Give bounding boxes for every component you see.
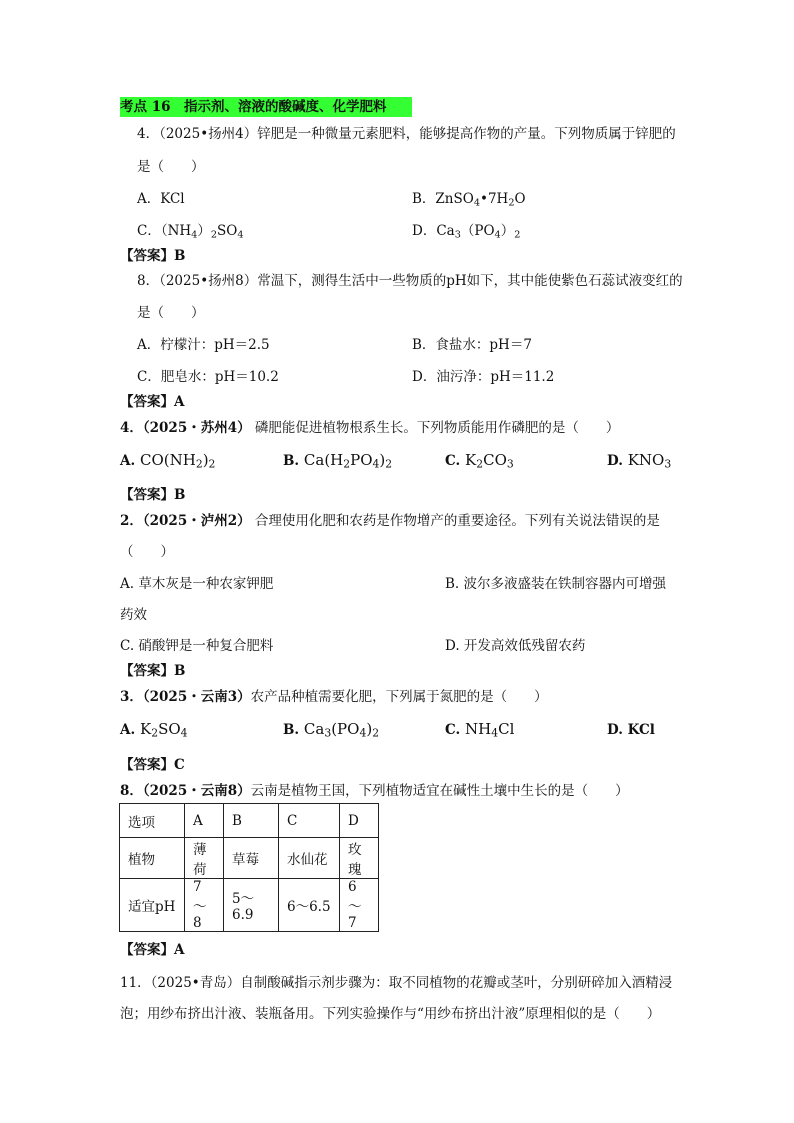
q1-option-d: D．$Ca_3(PO_4)_2$ [412, 223, 521, 241]
q4-option-c: C. 硝酸钾是一种复合肥料 [120, 638, 274, 654]
q6-table [119, 803, 379, 932]
q4-option-d: D. 开发高效低残留农药 [445, 638, 586, 654]
table-cell: 6～7 [340, 879, 379, 932]
table-cell: 选项 [120, 804, 185, 838]
q4-stem: 2．（2025・泸州2） 合理使用化肥和农药是作物增产的重要途径。下列有关说法错误的是 [120, 513, 660, 529]
q4-answer: 【答案】B [120, 663, 186, 679]
q2-option-a: A．柠檬汁：pH＝2.5 [137, 337, 270, 353]
q1-stem-line2: 是（ ） [137, 159, 205, 175]
q4-option-a: A. 草木灰是一种农家钾肥 [120, 576, 274, 592]
table-cell: 植物 [120, 838, 185, 879]
q1-option-a: A．KCl [137, 191, 185, 207]
q5-option-d: D. KCl [607, 722, 655, 738]
table-cell: D [340, 804, 379, 838]
q2-stem-line2: 是（ ） [137, 305, 205, 321]
q7-stem-line1: 11．（2025•青岛）自制酸碱指示剂步骤为：取不同植物的花瓣或茎叶，分别研碎加入酒精浸 [120, 975, 673, 991]
q5-stem: 3．（2025・云南3）农产品种植需要化肥，下列属于氮肥的是（ ） [120, 689, 548, 705]
table-cell: 5～6.9 [224, 879, 279, 932]
q6-stem: 8．（2025・云南8）云南是植物王国，下列植物适宜在碱性土壤中生长的是（ ） [120, 783, 629, 799]
table-cell: 水仙花 [279, 838, 340, 879]
q1-answer: 【答案】B [120, 248, 186, 264]
q6-answer: 【答案】A [120, 942, 185, 958]
table-cell: 薄荷 [185, 838, 224, 879]
section-heading: 考点 16 指示剂、溶液的酸碱度、化学肥料 [120, 97, 412, 117]
q3-stem: 4．（2025・苏州4） 磷肥能促进植物根系生长。下列物质能用作磷肥的是（ ） [120, 420, 620, 436]
q2-option-c: C．肥皂水：pH＝10.2 [137, 369, 279, 385]
table-row [120, 838, 379, 879]
q5-option-b: B. $Ca_3(PO_4)_2$ [283, 720, 380, 740]
q2-stem-line1: 8．（2025•扬州8）常温下，测得生活中一些物质的pH如下，其中能使紫色石蕊试液变红的 [137, 273, 683, 289]
table-cell: A [185, 804, 224, 838]
q3-option-d: D. $KNO_3$ [607, 451, 672, 471]
table-cell: B [224, 804, 279, 838]
table-cell: 草莓 [224, 838, 279, 879]
table-cell: 7～8 [185, 879, 224, 932]
q2-answer: 【答案】A [120, 394, 185, 410]
q4-option-b: B. 波尔多液盛装在铁制容器内可增强 [445, 576, 667, 592]
q1-stem-line1: 4．（2025•扬州4）锌肥是一种微量元素肥料，能够提高作物的产量。下列物质属于锌肥的 [137, 126, 676, 142]
q2-option-d: D．油污净：pH＝11.2 [412, 369, 555, 385]
q3-option-b: B. $Ca(H_2PO_4)_2$ [283, 451, 393, 471]
q2-option-b: B．食盐水：pH＝7 [412, 337, 532, 353]
q5-option-c: C. $NH_4Cl$ [445, 720, 515, 740]
table-cell: 6～6.5 [279, 879, 340, 932]
table-row [120, 804, 379, 838]
q1-option-c: C．$(NH_4)_2SO_4$ [137, 223, 244, 241]
q3-option-a: A. $CO(NH_2)_2$ [120, 451, 216, 471]
q3-option-c: C. $K_2CO_3$ [445, 451, 514, 471]
q5-option-a: A. $K_2SO_4$ [120, 720, 188, 740]
q7-stem-line2: 泡；用纱布挤出汁液、装瓶备用。下列实验操作与“用纱布挤出汁液”原理相似的是（ ） [120, 1006, 661, 1022]
table-row [120, 879, 379, 932]
table-cell: 适宜pH [120, 879, 185, 932]
q4-option-b-cont: 药效 [120, 607, 147, 623]
q1-option-b: B．$ZnSO_4•7H_2O$ [412, 191, 526, 209]
table-cell: C [279, 804, 340, 838]
q3-answer: 【答案】B [120, 487, 186, 503]
q5-answer: 【答案】C [120, 757, 185, 773]
table-cell: 玫瑰 [340, 838, 379, 879]
q4-paren: （ ） [120, 544, 174, 560]
